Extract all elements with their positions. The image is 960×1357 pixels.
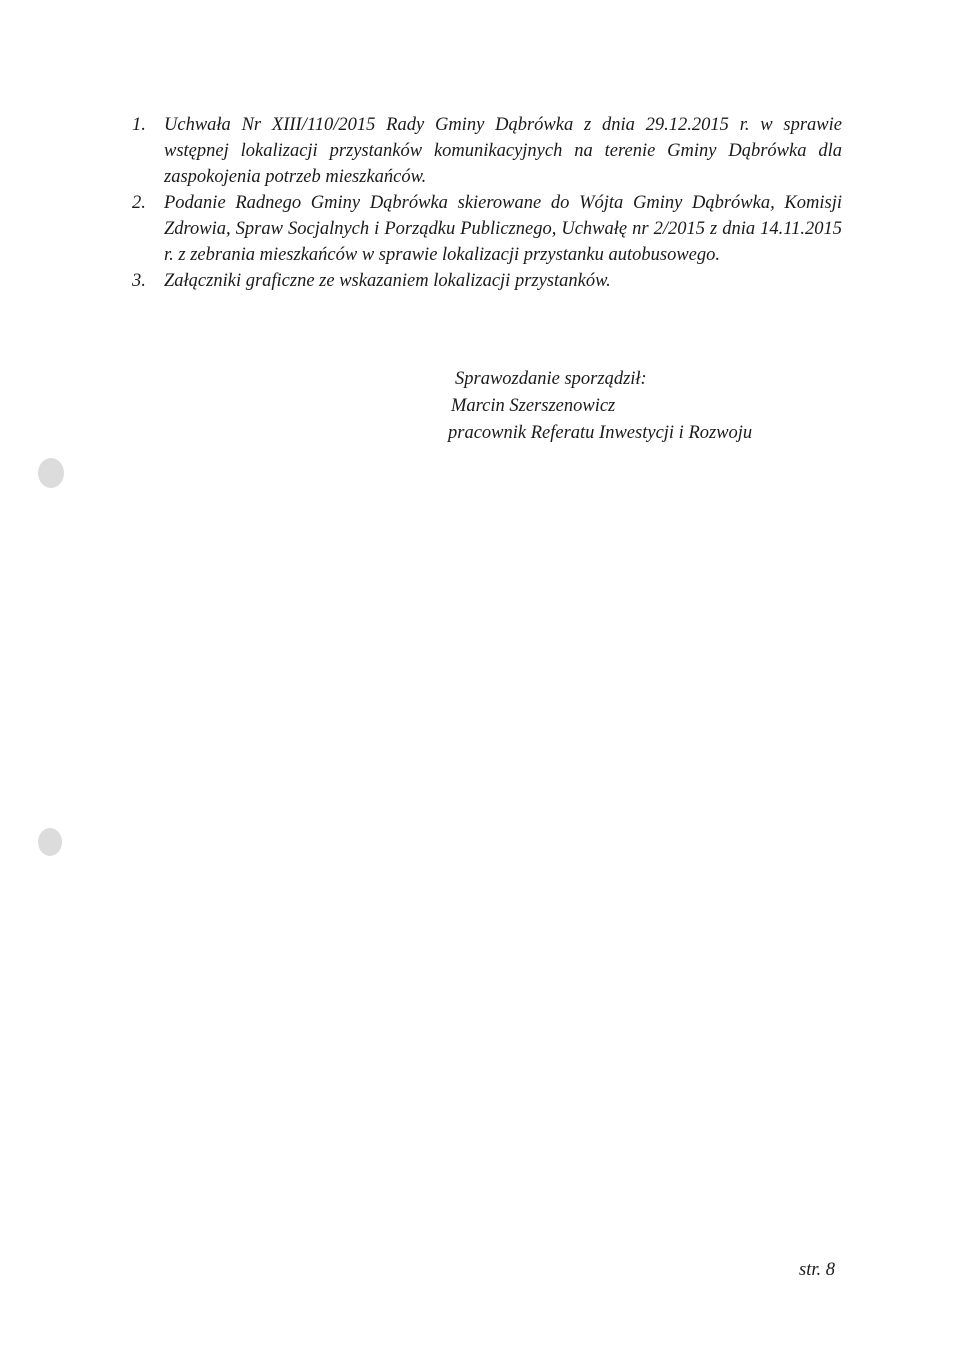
list-item-number: 1. bbox=[132, 115, 146, 135]
list-item-text: Uchwała Nr XIII/110/2015 Rady Gminy Dąbrówka z dnia 29.12.2015 r. w sprawie wstępnej lokalizacji przystanków komunikacyjnych na terenie Gminy Dąbrówka dla zaspokojenia potrzeb mieszkańców. bbox=[164, 115, 842, 187]
list-item bbox=[132, 112, 842, 190]
punch-hole-mark-bottom bbox=[38, 828, 62, 856]
signature-block bbox=[448, 366, 752, 447]
list-item-number: 2. bbox=[132, 193, 146, 213]
list-item bbox=[132, 190, 842, 268]
list-item-text: Podanie Radnego Gminy Dąbrówka skierowane do Wójta Gminy Dąbrówka, Komisji Zdrowia, Spraw Socjalnych i Porządku Publicznego, Uchwałę nr 2/2015 z dnia 14.11.2015 r. z zebrania mieszkańców w sprawie lokalizacji przystanku autobusowego. bbox=[164, 193, 842, 265]
signature-name: Marcin Szerszenowicz bbox=[451, 396, 616, 416]
signature-position: pracownik Referatu Inwestycji i Rozwoju bbox=[448, 423, 753, 443]
punch-hole-mark-top bbox=[38, 458, 64, 488]
page-number: str. 8 bbox=[799, 1260, 835, 1280]
signature-label: Sprawozdanie sporządził: bbox=[455, 369, 647, 389]
list-item-number: 3. bbox=[132, 271, 146, 291]
reference-list bbox=[132, 112, 842, 294]
list-item bbox=[132, 268, 842, 294]
list-item-text: Załączniki graficzne ze wskazaniem lokalizacji przystanków. bbox=[164, 271, 611, 291]
